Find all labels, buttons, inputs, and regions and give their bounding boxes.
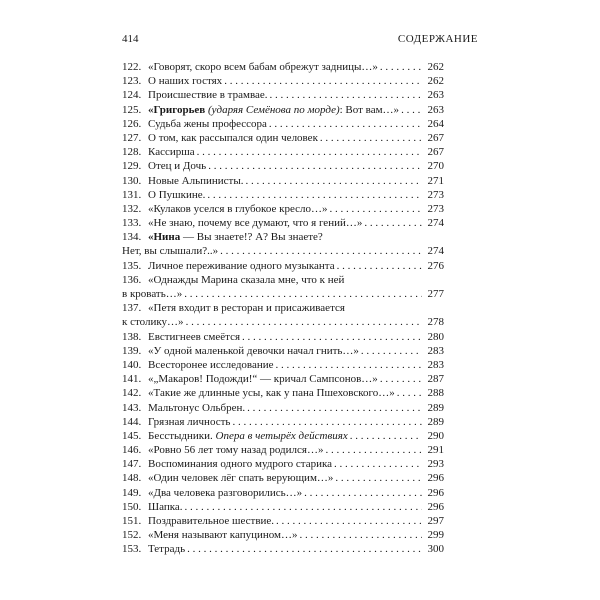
page-number: 414 (122, 33, 139, 45)
toc-entry (122, 273, 444, 287)
toc-entry (122, 259, 444, 273)
entry-page: 300 (427, 543, 444, 556)
toc-entry (122, 386, 444, 400)
entry-page: 287 (427, 373, 444, 386)
leader-dots (320, 131, 422, 145)
entry-title (148, 117, 267, 131)
entry-title (148, 202, 327, 216)
entry-title (148, 88, 268, 102)
entry-title-text: Грязная личность (148, 415, 231, 428)
leader-dots (397, 386, 422, 400)
table-of-contents (122, 60, 444, 557)
entry-page: 262 (427, 75, 444, 88)
entry-page: 271 (427, 174, 444, 187)
entry-title (148, 429, 348, 443)
entry-page: 273 (427, 188, 444, 201)
entry-page: 262 (427, 61, 444, 73)
entry-number: 140. (122, 358, 142, 371)
entry-page: 267 (427, 146, 444, 159)
entry-number: 125. (122, 103, 142, 116)
entry-title (148, 457, 332, 471)
entry-title (148, 528, 298, 542)
toc-entry-continuation (122, 244, 444, 258)
entry-page: 291 (427, 444, 444, 457)
leader-dots (186, 315, 422, 329)
entry-title (148, 74, 222, 88)
entry-title-text: «Говорят, скоро всем бабам обрежут задницы…» (148, 61, 378, 73)
leader-dots (334, 457, 422, 471)
leader-dots (329, 202, 422, 216)
entry-title (148, 216, 362, 230)
leader-dots (361, 344, 422, 358)
entry-number: 131. (122, 188, 142, 201)
entry-number: 129. (122, 160, 142, 173)
entry-number: 135. (122, 259, 142, 272)
entry-title (148, 145, 195, 159)
leader-dots (401, 103, 422, 117)
toc-entry (122, 415, 444, 429)
entry-title (148, 514, 274, 528)
entry-title (148, 344, 359, 358)
toc-entry (122, 401, 444, 415)
entry-title (148, 259, 335, 273)
entry-title (148, 230, 323, 244)
entry-title-text: Личное переживание одного музыканта (148, 259, 335, 272)
entry-title-continuation: Нет, вы слышали?..» (122, 245, 219, 258)
entry-title-text: Новые Альпинисты. (148, 174, 244, 187)
entry-page: 299 (427, 529, 444, 542)
entry-number: 130. (122, 174, 142, 187)
entry-number: 153. (122, 543, 142, 556)
toc-entry (122, 145, 444, 159)
entry-title-italic: (ударяя Семёнова по морде) (205, 103, 340, 116)
entry-title (148, 188, 205, 202)
toc-entry (122, 88, 444, 102)
entry-title-text: «Однажды Марина сказала мне, что к ней (148, 273, 345, 286)
entry-number: 124. (122, 89, 142, 102)
toc-entry (122, 528, 444, 542)
toc-entry (122, 216, 444, 230)
entry-number: 141. (122, 373, 142, 386)
leader-dots (380, 60, 422, 74)
entry-page: 274 (427, 217, 444, 230)
leader-dots (304, 486, 422, 500)
toc-entry (122, 443, 444, 457)
entry-number: 139. (122, 344, 142, 357)
entry-title-text: «Два человека разговорились…» (148, 486, 303, 499)
entry-number: 127. (122, 131, 142, 144)
entry-number: 138. (122, 330, 142, 343)
entry-title-text: Тетрадь (148, 543, 186, 556)
entry-page: 283 (427, 344, 444, 357)
entry-title-text: О Пушкине. (148, 188, 206, 201)
entry-title-text: Отец и Дочь (148, 160, 207, 173)
entry-title-bold: «Нина (148, 231, 181, 244)
entry-title-text: Судьба жены профессора (148, 117, 267, 130)
toc-entry (122, 429, 444, 443)
leader-dots (207, 188, 422, 202)
leader-dots (270, 88, 422, 102)
entry-title-text: «„Макаров! Подожди!“ — кричал Сампсонов…» (148, 373, 378, 386)
entry-title (148, 372, 378, 386)
entry-title-text: Воспоминания одного мудрого старика (148, 458, 333, 471)
leader-dots (325, 443, 422, 457)
toc-entry (122, 131, 444, 145)
entry-title (148, 330, 240, 344)
entry-title-text: Шапка. (148, 500, 183, 513)
entry-title-text: «Ровно 56 лет тому назад родился…» (148, 444, 324, 457)
toc-entry (122, 174, 444, 188)
entry-page: 278 (427, 316, 444, 329)
entry-number: 150. (122, 500, 142, 513)
toc-entry (122, 358, 444, 372)
toc-entry (122, 500, 444, 514)
entry-title-italic: Опера в четырёх действиях (215, 429, 348, 442)
toc-entry (122, 202, 444, 216)
entry-title (148, 415, 230, 429)
toc-entry (122, 301, 444, 315)
entry-title-text: «У одной маленькой девочки начал гнить…» (148, 344, 359, 357)
entry-title (148, 131, 318, 145)
entry-title (148, 386, 395, 400)
entry-page: 289 (427, 401, 444, 414)
toc-entry (122, 514, 444, 528)
leader-dots (185, 500, 422, 514)
entry-title-text: «Такие же длинные усы, как у пана Пшеховского…» (148, 387, 395, 400)
entry-page: 280 (427, 330, 444, 343)
toc-entry-continuation (122, 287, 444, 301)
entry-title (148, 443, 323, 457)
toc-entry (122, 60, 444, 74)
entry-title-text: Мальтонус Ольбрен. (148, 401, 246, 414)
entry-title-text: Всесторонее исследование (148, 358, 274, 371)
toc-entry (122, 117, 444, 131)
entry-page: 263 (427, 103, 444, 116)
leader-dots (364, 216, 422, 230)
entry-page: 296 (427, 486, 444, 499)
entry-title (148, 301, 345, 315)
toc-entry-continuation (122, 315, 444, 329)
entry-number: 133. (122, 217, 142, 230)
leader-dots (246, 174, 423, 188)
entry-title-text: Кассирша (148, 146, 195, 159)
leader-dots (197, 145, 422, 159)
entry-number: 147. (122, 458, 142, 471)
entry-title-text: Поздравительное шествие. (148, 515, 275, 527)
entry-number: 128. (122, 146, 142, 159)
toc-entry (122, 457, 444, 471)
entry-title-text: «Меня называют капуцином…» (148, 529, 298, 542)
leader-dots (350, 429, 422, 443)
leader-dots (380, 372, 422, 386)
entry-number: 143. (122, 401, 142, 414)
entry-number: 134. (122, 231, 142, 244)
entry-title-text: «Один человек лёг спать верующим…» (148, 472, 334, 485)
toc-entry (122, 486, 444, 500)
entry-number: 145. (122, 429, 142, 442)
toc-entry (122, 372, 444, 386)
page-header (122, 33, 478, 47)
entry-title (148, 471, 333, 485)
leader-dots (276, 358, 422, 372)
section-title: СОДЕРЖАНИЕ (397, 33, 478, 45)
entry-title-text: Евстигнеев смеётся (148, 330, 241, 343)
toc-entry (122, 344, 444, 358)
toc-entry (122, 74, 444, 88)
toc-entry (122, 471, 444, 485)
entry-page: 293 (427, 458, 444, 471)
entry-title (148, 486, 302, 500)
entry-page: 274 (427, 245, 444, 258)
toc-entry (122, 103, 444, 117)
leader-dots (337, 259, 422, 273)
entry-title-text: «Петя входит в ресторан и присаживается (148, 302, 345, 315)
entry-title-text: Бесстыдники. (148, 429, 216, 442)
entry-page: 276 (427, 259, 444, 272)
toc-entry (122, 230, 444, 244)
entry-page: 273 (427, 202, 444, 215)
entry-page: 264 (427, 117, 444, 130)
entry-title-continuation: в кровать…» (122, 288, 183, 300)
leader-dots (232, 415, 422, 429)
leader-dots (184, 287, 422, 301)
entry-page: 270 (427, 160, 444, 173)
entry-number: 126. (122, 117, 142, 130)
entry-title (148, 401, 245, 415)
toc-entry (122, 159, 444, 173)
leader-dots (187, 542, 422, 556)
entry-page: 267 (427, 131, 444, 144)
leader-dots (208, 159, 422, 173)
entry-number: 144. (122, 415, 142, 428)
entry-number: 151. (122, 515, 142, 527)
leader-dots (242, 330, 422, 344)
entry-title-text: О том, как рассыпался один человек (148, 131, 318, 144)
leader-dots (335, 471, 422, 485)
entry-title-rest: — Вы знаете!? А? Вы знаете? (180, 231, 323, 244)
leader-dots (300, 528, 423, 542)
leader-dots (269, 117, 422, 131)
entry-page: 277 (427, 288, 444, 300)
entry-number: 123. (122, 75, 142, 88)
entry-page: 289 (427, 415, 444, 428)
entry-page: 296 (427, 500, 444, 513)
entry-page: 263 (427, 89, 444, 102)
entry-number: 136. (122, 273, 142, 286)
toc-entry (122, 330, 444, 344)
entry-number: 146. (122, 444, 142, 457)
leader-dots (276, 514, 422, 528)
entry-title-text: «Не знаю, почему все думают, что я гений…» (148, 217, 363, 230)
leader-dots (220, 244, 422, 258)
entry-number: 149. (122, 486, 142, 499)
entry-title-continuation: к столику…» (122, 316, 184, 329)
entry-title (148, 500, 183, 514)
entry-title (148, 358, 274, 372)
entry-page: 297 (427, 515, 444, 527)
entry-title (148, 542, 185, 556)
entry-page: 288 (427, 387, 444, 400)
toc-entry (122, 188, 444, 202)
entry-number: 152. (122, 529, 142, 542)
entry-title (148, 273, 344, 287)
entry-title-rest: : Вот вам…» (339, 103, 400, 116)
entry-title-text: «Кулаков уселся в глубокое кресло…» (148, 202, 328, 215)
entry-title-bold: «Григорьев (148, 103, 206, 116)
entry-number: 142. (122, 387, 142, 400)
entry-number: 148. (122, 472, 142, 485)
entry-number: 132. (122, 202, 142, 215)
entry-title-text: О наших гостях (148, 75, 223, 88)
entry-title (148, 174, 244, 188)
entry-number: 122. (122, 61, 142, 73)
toc-entry (122, 542, 444, 556)
entry-title (148, 159, 206, 173)
leader-dots (224, 74, 422, 88)
entry-number: 137. (122, 302, 142, 315)
entry-title (148, 103, 399, 117)
entry-page: 296 (427, 472, 444, 485)
entry-title-text: Происшествие в трамвае. (148, 89, 268, 102)
entry-page: 290 (427, 429, 444, 442)
entry-title (148, 60, 378, 74)
leader-dots (247, 401, 422, 415)
entry-page: 283 (427, 358, 444, 371)
